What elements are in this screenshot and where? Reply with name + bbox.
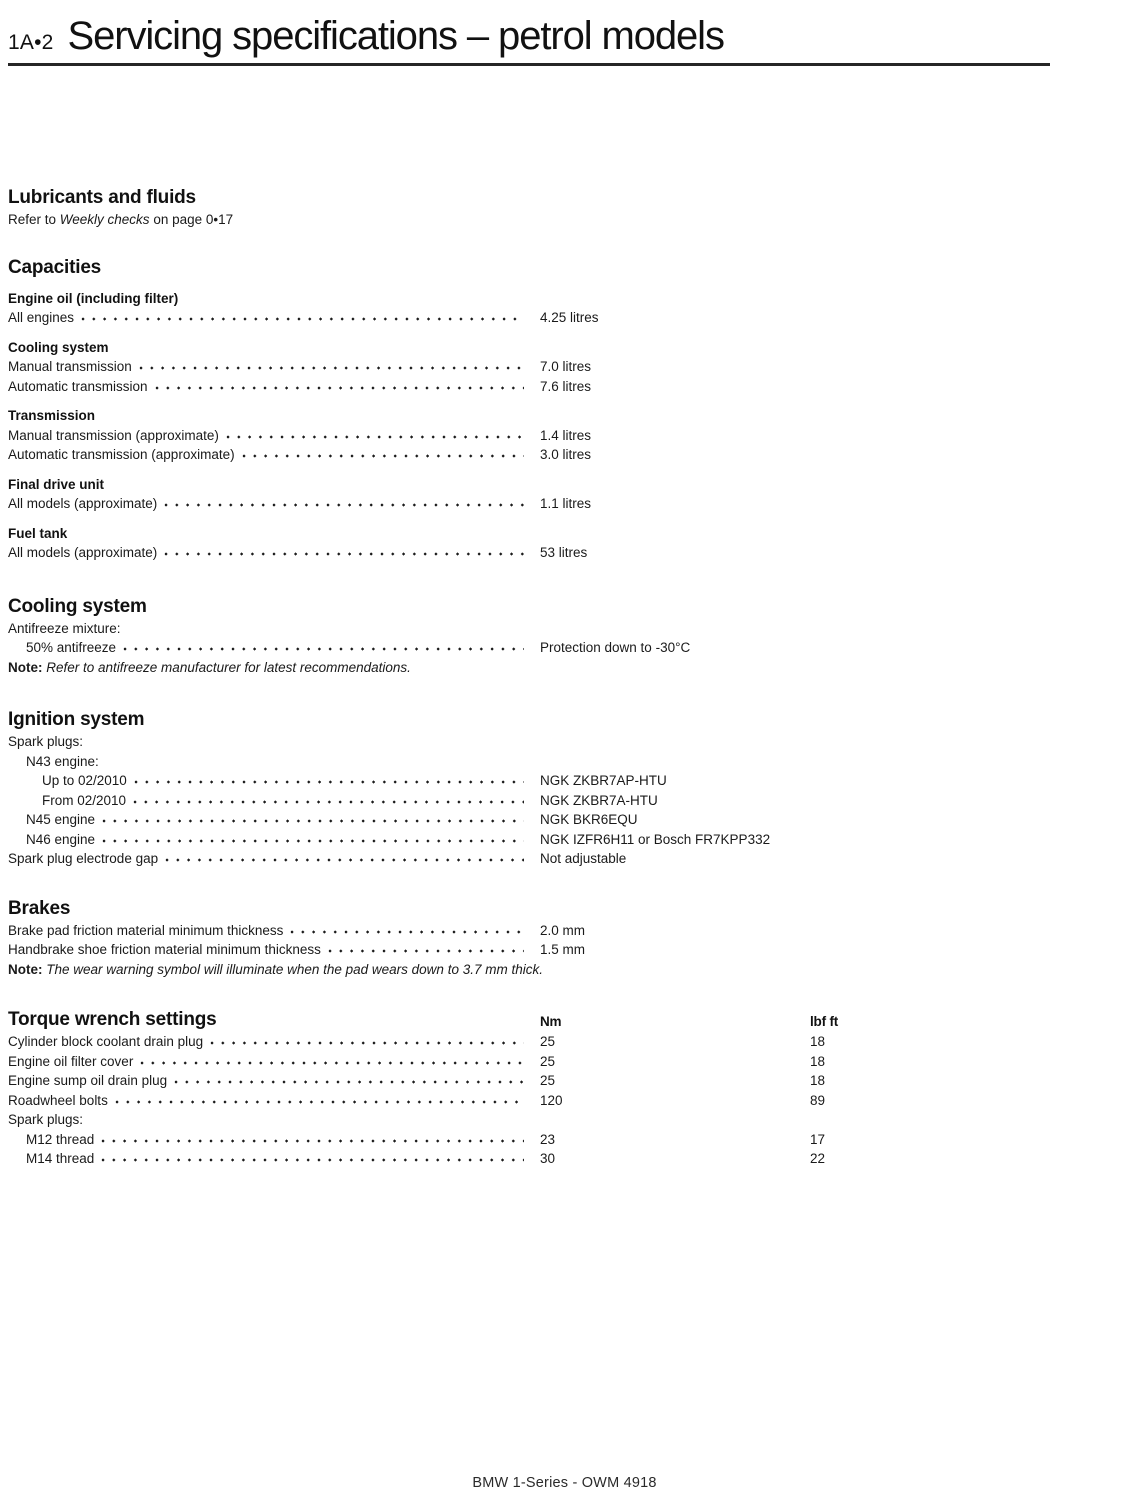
spec-row <box>8 921 1121 941</box>
torque-row <box>8 1032 1121 1052</box>
section-heading-brakes: Brakes <box>8 897 71 919</box>
spec-row <box>8 308 1121 328</box>
row-value: 3.0 litres <box>540 447 592 462</box>
note-label: Note: <box>8 961 43 977</box>
spec-row <box>8 771 1121 791</box>
dot-leader <box>159 494 524 508</box>
row-value-lbf: 17 <box>810 1131 826 1147</box>
refer-prefix: Refer to <box>8 212 60 227</box>
spec-row <box>8 791 1121 811</box>
dot-leader <box>160 849 524 863</box>
row-value: 4.25 litres <box>540 310 599 325</box>
dot-leader <box>118 638 524 652</box>
dot-leader <box>97 810 524 824</box>
row-label: Up to 02/2010 <box>42 773 127 788</box>
row-label: Cylinder block coolant drain plug <box>8 1034 204 1049</box>
row-label: Engine sump oil drain plug <box>8 1073 168 1088</box>
row-label: Handbrake shoe friction material minimum thickness <box>8 942 321 957</box>
row-value-lbf: 22 <box>810 1151 826 1166</box>
row-value: NGK BKR6EQU <box>540 812 638 827</box>
torque-row <box>8 1071 1121 1091</box>
section-heading-torque <box>8 1008 1121 1032</box>
row-label: Automatic transmission <box>8 378 148 394</box>
torque-subgroup-label: Spark plugs: <box>8 1112 84 1127</box>
dot-leader <box>169 1071 524 1085</box>
row-value: 53 litres <box>540 545 588 560</box>
dot-leader <box>96 1130 524 1144</box>
section-heading-cooling: Cooling system <box>8 595 147 617</box>
refer-suffix: on page 0•17 <box>149 212 234 227</box>
row-label: All models (approximate) <box>8 545 158 560</box>
dot-leader <box>128 791 524 805</box>
row-label: Engine oil filter cover <box>8 1053 134 1069</box>
torque-row <box>8 1130 1121 1150</box>
row-label: All engines <box>8 310 75 325</box>
row-value: 7.6 litres <box>540 378 592 394</box>
header-rule <box>8 63 1050 66</box>
row-value-lbf: 89 <box>810 1092 826 1108</box>
row-value-lbf: 18 <box>810 1053 826 1069</box>
row-value: 2.0 mm <box>540 922 586 938</box>
note-text: The wear warning symbol will illuminate when the pad wears down to 3.7 mm thick. <box>42 961 543 977</box>
row-label: N45 engine <box>26 812 96 827</box>
cooling-note <box>8 658 1121 678</box>
note-label: Note: <box>8 659 43 675</box>
subheading-fuel-tank: Fuel tank <box>8 525 68 541</box>
spec-row <box>8 638 1121 658</box>
row-label: All models (approximate) <box>8 496 158 511</box>
torque-row <box>8 1091 1121 1111</box>
row-label: Spark plug electrode gap <box>8 851 159 866</box>
row-label: N46 engine <box>26 831 96 847</box>
subheading-cooling-system: Cooling system <box>8 339 109 355</box>
row-label: Brake pad friction material minimum thickness <box>8 922 284 938</box>
spec-row <box>8 357 1121 377</box>
row-value-nm: 25 <box>540 1073 556 1088</box>
row-label: From 02/2010 <box>42 792 127 808</box>
row-label: M14 thread <box>26 1151 95 1166</box>
torque-row <box>8 1052 1121 1072</box>
row-value: 1.5 mm <box>540 942 586 957</box>
dot-leader <box>159 543 524 557</box>
page-footer: BMW 1-Series - OWM 4918 <box>472 1475 657 1491</box>
row-label: 50% antifreeze <box>26 640 117 655</box>
subheading-transmission: Transmission <box>8 408 96 423</box>
dot-leader <box>97 830 524 844</box>
page-title: Servicing specifications – petrol models <box>67 14 724 58</box>
row-value-nm: 25 <box>540 1053 556 1069</box>
spec-row <box>8 849 1121 869</box>
row-value-lbf: 18 <box>810 1034 826 1049</box>
dot-leader <box>285 921 524 935</box>
row-value: 1.1 litres <box>540 496 592 511</box>
row-value: Not adjustable <box>540 851 627 866</box>
dot-leader <box>96 1149 524 1163</box>
row-value: NGK IZFR6H11 or Bosch FR7KPP332 <box>540 831 771 847</box>
dot-leader <box>323 940 524 954</box>
row-value-nm: 23 <box>540 1131 556 1147</box>
note-text: Refer to antifreeze manufacturer for latest recommendations. <box>42 659 411 675</box>
brakes-note <box>8 960 1121 980</box>
spec-row <box>8 830 1121 850</box>
lubricants-refer-line <box>8 210 1121 230</box>
row-value: 7.0 litres <box>540 359 592 374</box>
spec-row <box>8 810 1121 830</box>
row-label: Roadwheel bolts <box>8 1092 108 1108</box>
dot-leader <box>110 1091 524 1105</box>
dot-leader <box>76 308 524 322</box>
subheading-final-drive: Final drive unit <box>8 476 105 492</box>
dot-leader <box>221 426 524 440</box>
torque-col-lbf: lbf ft <box>810 1014 839 1029</box>
row-value-lbf: 18 <box>810 1073 826 1088</box>
dot-leader <box>237 445 524 459</box>
spec-row <box>8 543 1121 563</box>
dot-leader <box>150 377 524 391</box>
row-label: Manual transmission <box>8 359 132 374</box>
ignition-intro: Spark plugs: <box>8 734 84 749</box>
row-value-nm: 120 <box>540 1092 563 1108</box>
row-value: NGK ZKBR7AP-HTU <box>540 773 667 788</box>
section-heading-ignition: Ignition system <box>8 709 145 730</box>
cooling-intro: Antifreeze mixture: <box>8 620 121 636</box>
spec-row <box>8 940 1121 960</box>
dot-leader <box>129 771 524 785</box>
page-reference: 1A•2 <box>8 31 54 54</box>
spec-row <box>8 377 1121 397</box>
row-value: Protection down to -30°C <box>540 640 691 655</box>
torque-col-nm: Nm <box>540 1014 562 1029</box>
row-label: M12 thread <box>26 1131 95 1147</box>
torque-row <box>8 1149 1121 1169</box>
spec-row <box>8 426 1121 446</box>
dot-leader <box>205 1032 524 1046</box>
row-value: NGK ZKBR7A-HTU <box>540 792 658 808</box>
section-heading-capacities: Capacities <box>8 256 102 278</box>
subheading-engine-oil: Engine oil (including filter) <box>8 290 179 306</box>
torque-heading-text: Torque wrench settings <box>8 1009 217 1030</box>
refer-italic: Weekly checks <box>59 212 150 227</box>
ignition-subgroup-label: N43 engine: <box>26 753 99 769</box>
row-value-nm: 25 <box>540 1034 556 1049</box>
section-heading-lubricants: Lubricants and fluids <box>8 187 196 208</box>
row-label: Manual transmission (approximate) <box>8 427 219 443</box>
dot-leader <box>135 1052 524 1066</box>
dot-leader <box>134 357 524 371</box>
row-value: 1.4 litres <box>540 427 592 443</box>
spec-row <box>8 445 1121 465</box>
row-value-nm: 30 <box>540 1151 556 1166</box>
row-label: Automatic transmission (approximate) <box>8 447 235 462</box>
spec-row <box>8 494 1121 514</box>
page-header <box>8 14 1121 59</box>
